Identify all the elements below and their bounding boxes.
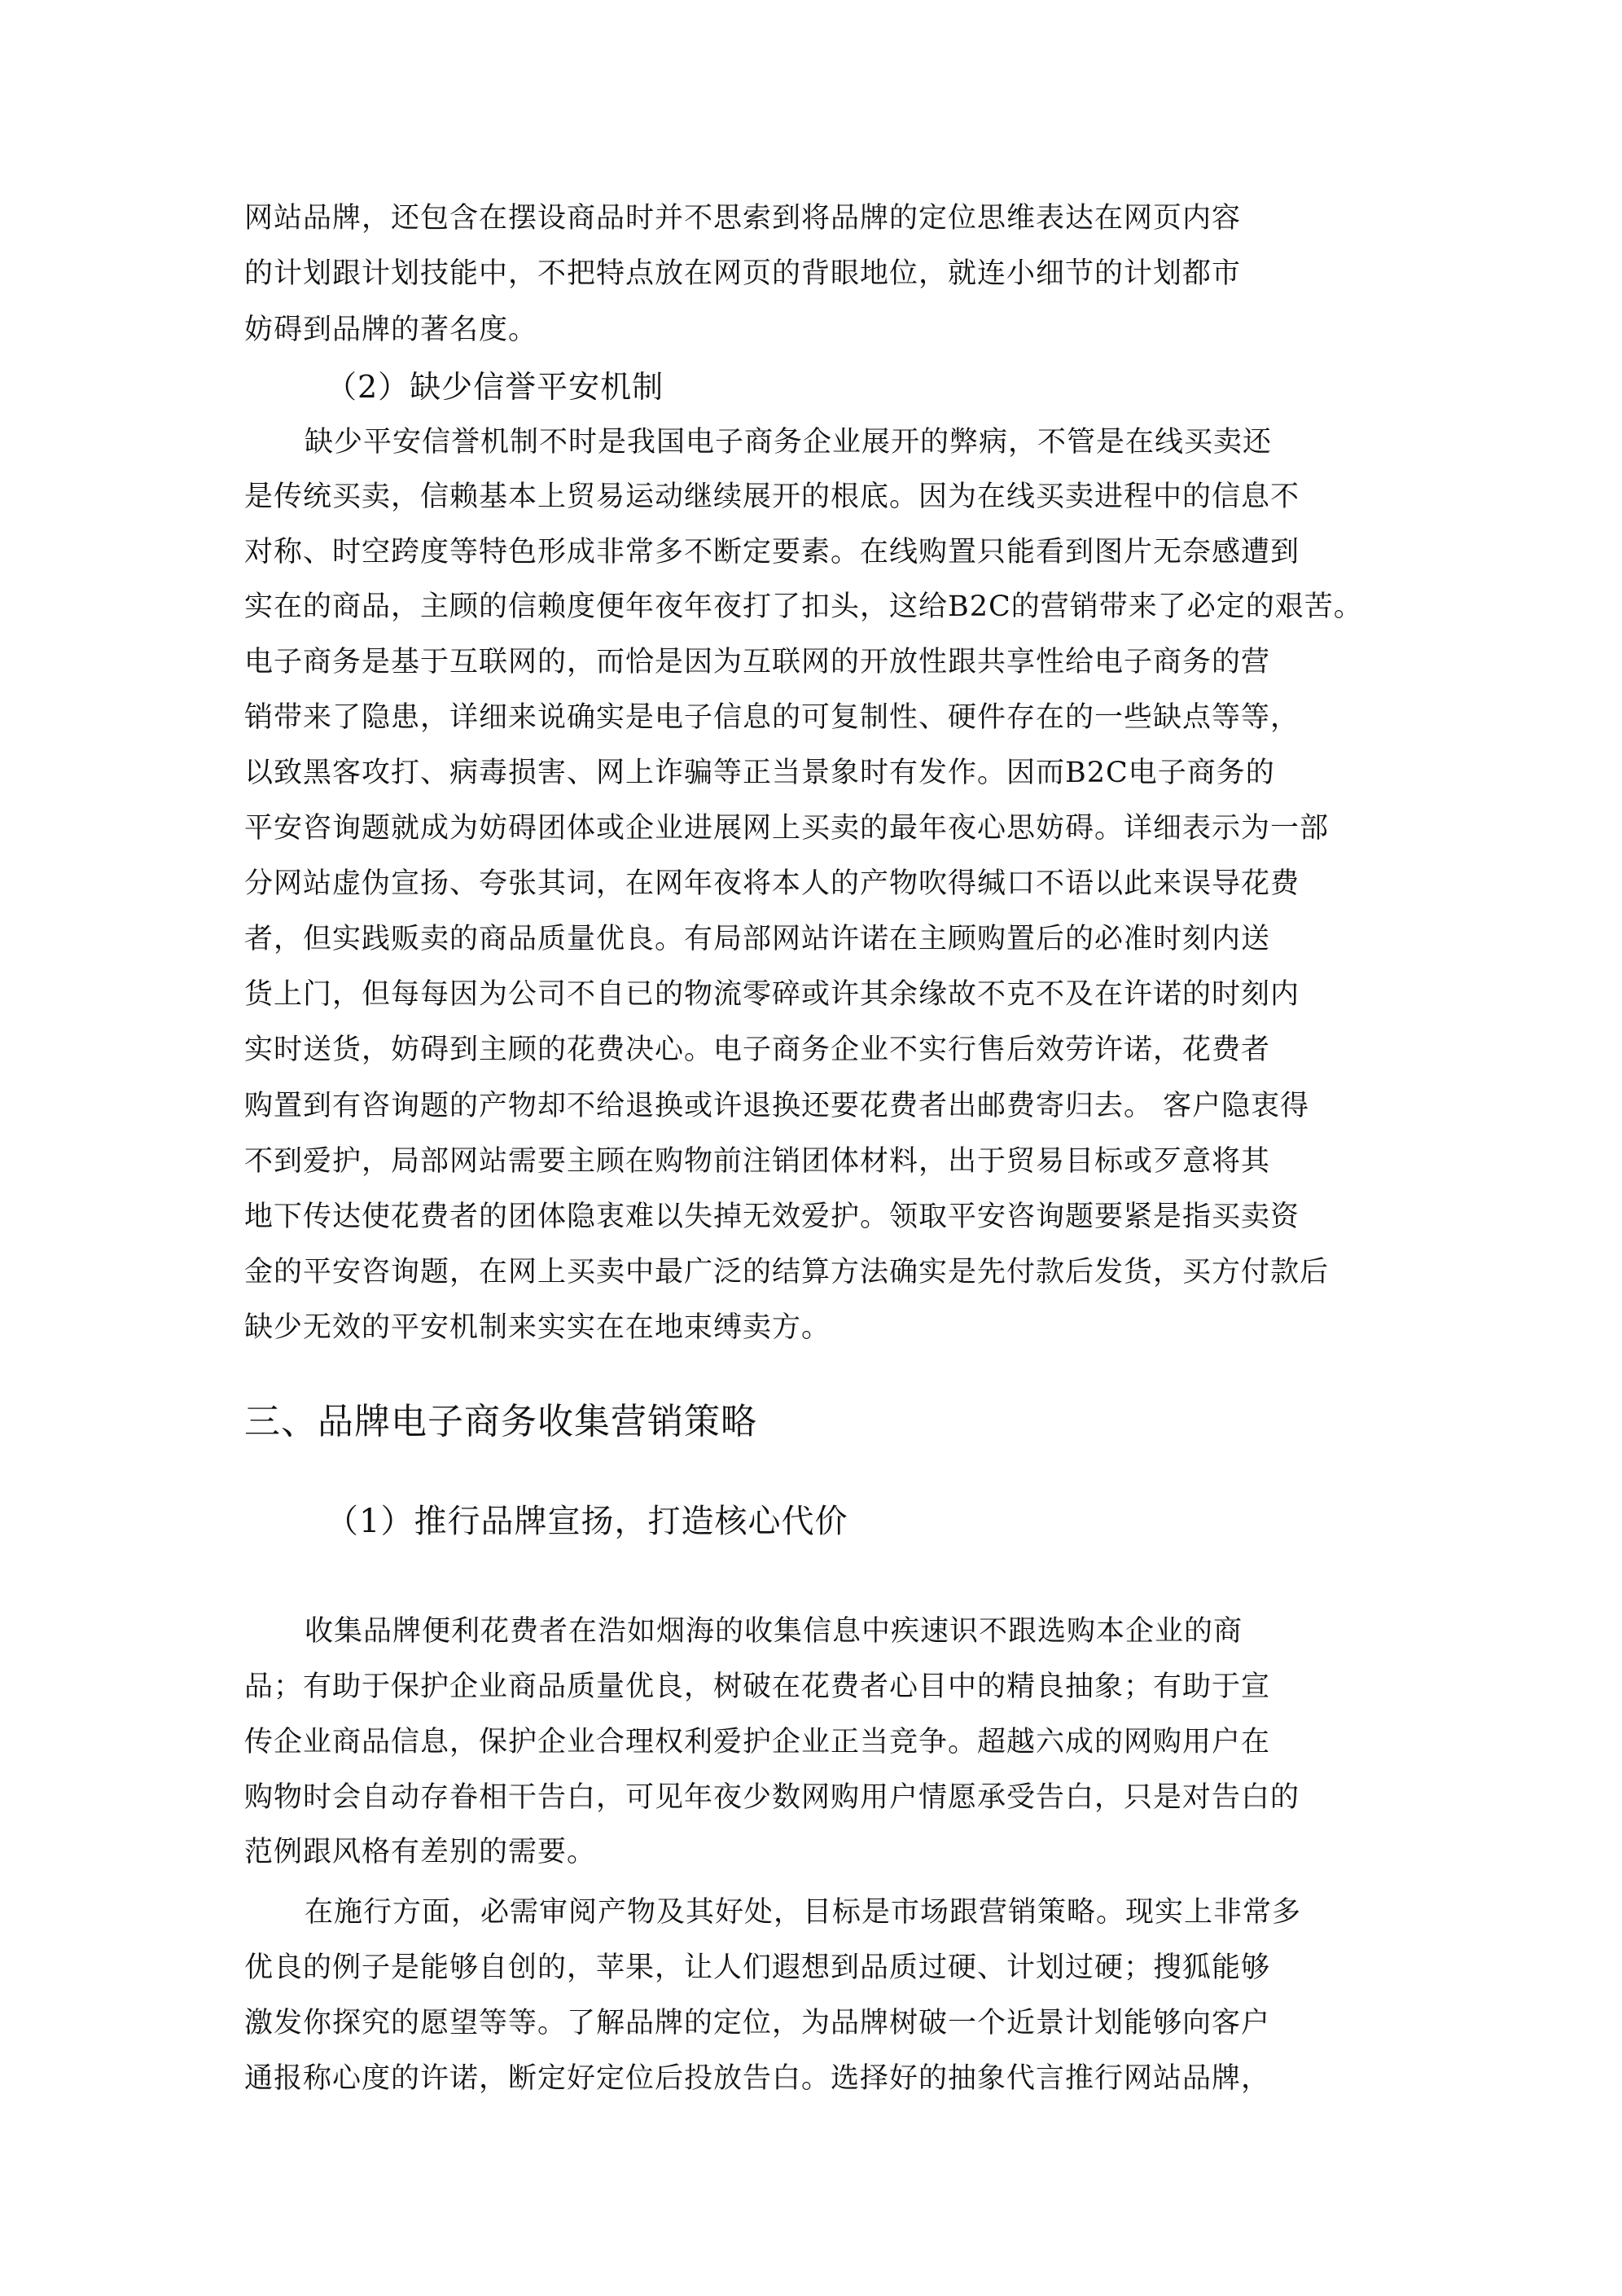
paragraph-line: 通报称心度的许诺，断定好定位后投放告白。选择好的抽象代言推行网站品牌， (244, 2062, 1271, 2095)
paragraph-line: 分网站虚伪宣扬、夸张其词，在网年夜将本人的产物吹得缄口不语以此来误导花费 (244, 867, 1300, 900)
paragraph-line: 激发你探究的愿望等等。了解品牌的定位，为品牌树破一个近景计划能够向客户 (244, 2007, 1271, 2039)
paragraph-line: 范例跟风格有差别的需要。 (244, 1836, 597, 1868)
paragraph-line: 货上门，但每每因为公司不自已的物流零碎或许其余缘故不克不及在许诺的时刻内 (244, 978, 1300, 1011)
paragraph-line: 对称、时空跨度等特色形成非常多不断定要素。在线购置只能看到图片无奈感遭到 (244, 536, 1300, 569)
paragraph-line: 的计划跟计划技能中，不把特点放在网页的背眼地位，就连小细节的计划都市 (244, 257, 1242, 290)
paragraph-line: 优良的例子是能够自创的，苹果，让人们遐想到品质过硬、计划过硬；搜狐能够 (244, 1951, 1271, 1984)
paragraph-line: 不到爱护，局部网站需要主顾在购物前注销团体材料，出于贸易目标或歹意将其 (244, 1145, 1271, 1178)
subheading-security: （2）缺少信誉平安机制 (326, 369, 664, 405)
paragraph-line: 平安咨询题就成为妨碍团体或企业进展网上买卖的最年夜心思妨碍。详细表示为一部 (244, 812, 1330, 845)
paragraph-line: 购物时会自动存眷相干告白，可见年夜少数网购用户情愿承受告白，只是对告白的 (244, 1781, 1300, 1814)
paragraph-line: 在施行方面，必需审阅产物及其好处，目标是市场跟营销策略。现实上非常多 (305, 1896, 1302, 1929)
paragraph-line: 传企业商品信息，保护企业合理权利爱护企业正当竞争。超越六成的网购用户在 (244, 1726, 1271, 1758)
paragraph-line: 者，但实践贩卖的商品质量优良。有局部网站许诺在主顾购置后的必准时刻内送 (244, 923, 1271, 955)
paragraph-line: 实在的商品，主顾的信赖度便年夜年夜打了扣头，这给B2C的营销带来了必定的艰苦。 (244, 590, 1363, 623)
paragraph-line: 以致黑客攻打、病毒损害、网上诈骗等正当景象时有发作。因而B2C电子商务的 (244, 757, 1275, 789)
section-heading: 三、品牌电子商务收集营销策略 (244, 1401, 757, 1442)
paragraph-line: 缺少无效的平安机制来实实在在地束缚卖方。 (244, 1311, 831, 1344)
paragraph-line: 网站品牌，还包含在摆设商品时并不思索到将品牌的定位思维表达在网页内容 (244, 202, 1242, 235)
paragraph-line: 地下传达使花费者的团体隐衷难以失掉无效爱护。领取平安咨询题要紧是指买卖资 (244, 1201, 1300, 1233)
paragraph-line: 购置到有咨询题的产物却不给退换或许退换还要花费者出邮费寄归去。 客户隐衷得 (244, 1090, 1310, 1122)
paragraph-line: 是传统买卖，信赖基本上贸易运动继续展开的根底。因为在线买卖进程中的信息不 (244, 481, 1300, 513)
paragraph-line: 妨碍到品牌的著名度。 (244, 314, 538, 346)
paragraph-line: 金的平安咨询题，在网上买卖中最广泛的结算方法确实是先付款后发货，买方付款后 (244, 1256, 1330, 1288)
paragraph-line: 实时送货，妨碍到主顾的花费决心。电子商务企业不实行售后效劳许诺，花费者 (244, 1034, 1271, 1066)
paragraph-line: 销带来了隐患，详细来说确实是电子信息的可复制性、硬件存在的一些缺点等等， (244, 701, 1300, 734)
paragraph-line: 品；有助于保护企业商品质量优良，树破在花费者心目中的精良抽象；有助于宣 (244, 1670, 1271, 1703)
paragraph-line: 缺少平安信誉机制不时是我国电子商务企业展开的弊病，不管是在线买卖还 (305, 426, 1273, 459)
subheading-brand: （1）推行品牌宣扬，打造核心代价 (326, 1503, 848, 1540)
paragraph-line: 电子商务是基于互联网的，而恰是因为互联网的开放性跟共享性给电子商务的营 (244, 646, 1271, 678)
paragraph-line: 收集品牌便利花费者在浩如烟海的收集信息中疾速识不跟选购本企业的商 (305, 1615, 1243, 1648)
